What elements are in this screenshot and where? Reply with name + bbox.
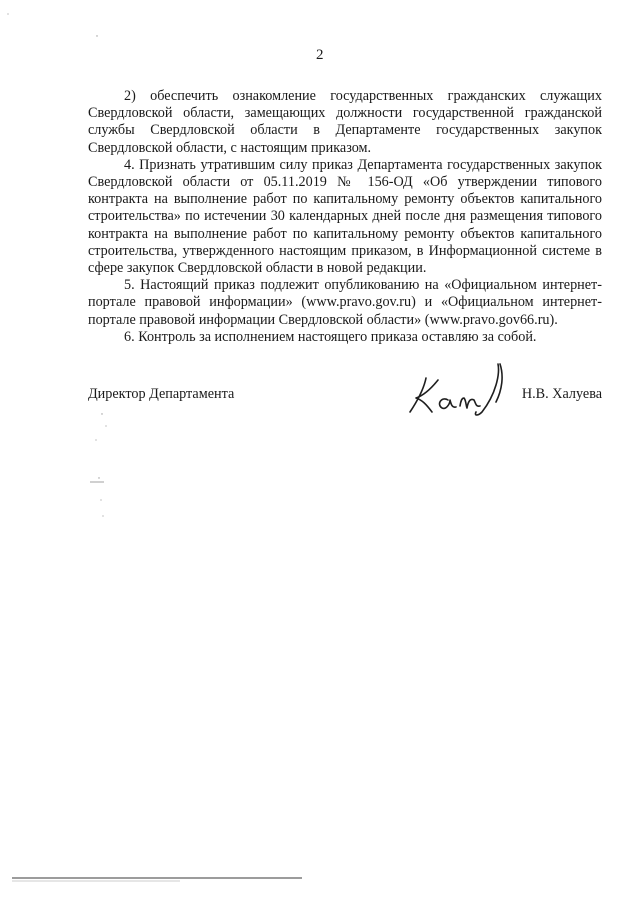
paragraph-item-2: 2) обеспечить ознакомление государственных гражданских служащих Свердловской области, замещающих должности государственной гражданской службы Свердловской области в Департаменте государственных закупок Свердловской области, с настоящим приказом. bbox=[88, 88, 602, 156]
handwritten-signature bbox=[404, 360, 514, 420]
paragraph-item-5: 5. Настоящий приказ подлежит опубликованию на «Официальном интернет-портале правовой информации» (www.pravo.gov.ru) и «Официальном интернет-портале правовой информации Свердловской области» (www.pravo.gov66.ru). bbox=[88, 277, 602, 328]
page-number: 2 bbox=[316, 47, 324, 63]
signature-block bbox=[88, 386, 602, 406]
paragraph-item-6: 6. Контроль за исполнением настоящего приказа оставляю за собой. bbox=[124, 328, 537, 345]
signer-name: Н.В. Халуева bbox=[521, 386, 602, 402]
document-body bbox=[88, 88, 602, 346]
signer-position: Директор Департамента bbox=[88, 386, 235, 402]
paragraph-item-4: 4. Признать утратившим силу приказ Департамента государственных закупок Свердловской области от 05.11.2019 № 156-ОД «Об утверждении типового контракта на выполнение работ по капитальному ремонту объектов капитального строительства» по истечении 30 календарных дней после дня размещения типового контракта на выполнение работ по капитальному ремонту объектов капитального строительства, утвержденного настоящим приказом, в Информационной системе в сфере закупок Свердловской области в новой редакции. bbox=[88, 156, 602, 277]
